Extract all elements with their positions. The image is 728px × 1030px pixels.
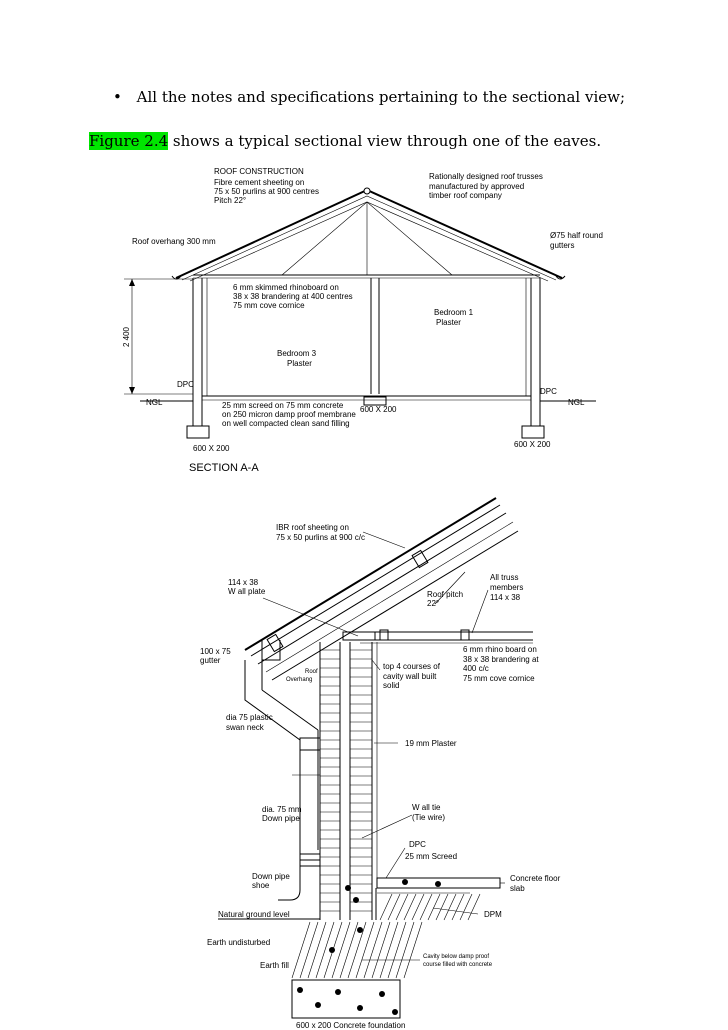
trusses-note-line: timber roof company [429,191,502,200]
bedroom-3-label: Bedroom 3 [277,349,317,358]
ceiling-note-line: 38 x 38 brandering at 400 centres [233,292,353,301]
screed-note-line: 25 mm screed on 75 mm concrete [222,401,344,410]
brick-courses [320,650,372,911]
bedroom-1-label: Bedroom 1 [434,308,474,317]
figure-reference: Figure 2.4 [89,132,169,150]
footing-left-label: 600 X 200 [193,444,230,453]
rhino-note-line: 38 x 38 brandering at [463,655,539,664]
gutter-note-line: gutter [200,656,221,665]
dpm-label: DPM [484,910,502,919]
cavity-fill-note-line: course filled with concrete [423,962,493,968]
cavity-note-line: cavity wall built [383,672,437,681]
trusses-note-line: Rationally designed roof trusses [429,172,543,181]
section-a-a-drawing [122,167,603,474]
detail-wall-plate [343,632,375,640]
shoe-note-line: shoe [252,881,270,890]
roof-note-line: Fibre cement sheeting on [214,178,305,187]
wall-plate-note-line: W all plate [228,587,266,596]
rhino-note-line: 6 mm rhino board on [463,645,537,654]
earth-undisturbed-label: Earth undisturbed [207,938,271,947]
bullet-text: All the notes and specifications pertaining to the sectional view; [136,88,626,106]
section-title: SECTION A-A [189,462,259,474]
pipe-clip [300,738,320,750]
wall-tie-note-line: (Tie wire) [412,813,446,822]
footing-right [522,426,544,438]
slab-note-line: slab [510,884,525,893]
footing-right-label: 600 X 200 [514,440,551,449]
detail-foundation [292,980,400,1018]
pitch-note-line: Roof pitch [427,590,464,599]
roof-construction-label: ROOF CONSTRUCTION [214,167,304,176]
dpc-left-label: DPC [177,380,194,389]
ngl-right-label: NGL [568,398,585,407]
bedroom-1-finish: Plaster [436,318,461,327]
screed-note-line: on 250 micron damp proof membrane [222,410,356,419]
eaves-detail-drawing [200,498,561,1030]
footing-mid-label: 600 X 200 [360,405,397,414]
earth-fill-label: Earth fill [260,961,289,970]
detail-cavity-wall [320,642,377,920]
downpipe-note-line: Down pipe [262,814,300,823]
foundation-label: 600 x 200 Concrete foundation [296,1021,406,1030]
swan-neck-note-line: swan neck [226,723,264,732]
ngl-label: Natural ground level [218,910,290,919]
swan-neck-note-line: dia 75 plastic [226,713,273,722]
dpc-right-label: DPC [540,387,557,396]
footing-mid [364,397,386,405]
plaster-label: 19 mm Plaster [405,739,457,748]
bullet-marker: • [113,88,122,106]
gutter-note-line: 100 x 75 [200,647,231,656]
screed-note-line: on well compacted clean sand filling [222,419,350,428]
shoe-note-line: Down pipe [252,872,290,881]
overhang-note-line: Roof [305,669,318,675]
ibr-note-line: IBR roof sheeting on [276,523,349,532]
swan-neck [245,660,320,860]
overhang-note-line: Overhang [286,677,313,683]
cavity-note-line: top 4 courses of [383,662,440,671]
truss-note-line: All truss [490,573,519,582]
intro-text: shows a typical sectional view through one of the eaves. [168,132,602,150]
bedroom-3-finish: Plaster [287,359,312,368]
footing-left [187,426,209,438]
screed-label: 25 mm Screed [405,852,458,861]
roof-note-line: Pitch 22° [214,196,247,205]
aggregate-dots [297,879,441,1015]
gutter-note-line: Ø75 half round [550,231,603,240]
truss-note-line: 114 x 38 [490,593,521,602]
downpipe-note-line: dia. 75 mm [262,805,302,814]
slab-note-line: Concrete floor [510,874,561,883]
height-label: 2 400 [122,326,131,348]
ceiling-note-line: 75 mm cove cornice [233,301,305,310]
wall-plate-note-line: 114 x 38 [228,578,259,587]
truss-note-line: members [490,583,524,592]
cavity-note-line: solid [383,681,400,690]
pitch-note-line: 22° [427,599,440,608]
gutter-note-line: gutters [550,241,575,250]
overhang-label: Roof overhang 300 mm [132,237,216,246]
ngl-left-label: NGL [146,398,163,407]
roof-note-line: 75 x 50 purlins at 900 centres [214,187,319,196]
wall-tie-note-line: W all tie [412,803,441,812]
rhino-note-line: 75 mm cove cornice [463,674,535,683]
ibr-note-line: 75 x 50 purlins at 900 c/c [276,533,365,542]
ceiling-note-line: 6 mm skimmed rhinoboard on [233,283,339,292]
rhino-note-line: 400 c/c [463,664,489,673]
trusses-note-line: manufactured by approved [429,182,525,191]
dpc-label: DPC [409,840,426,849]
cavity-fill-note-line: Cavity below damp proof [423,954,490,960]
